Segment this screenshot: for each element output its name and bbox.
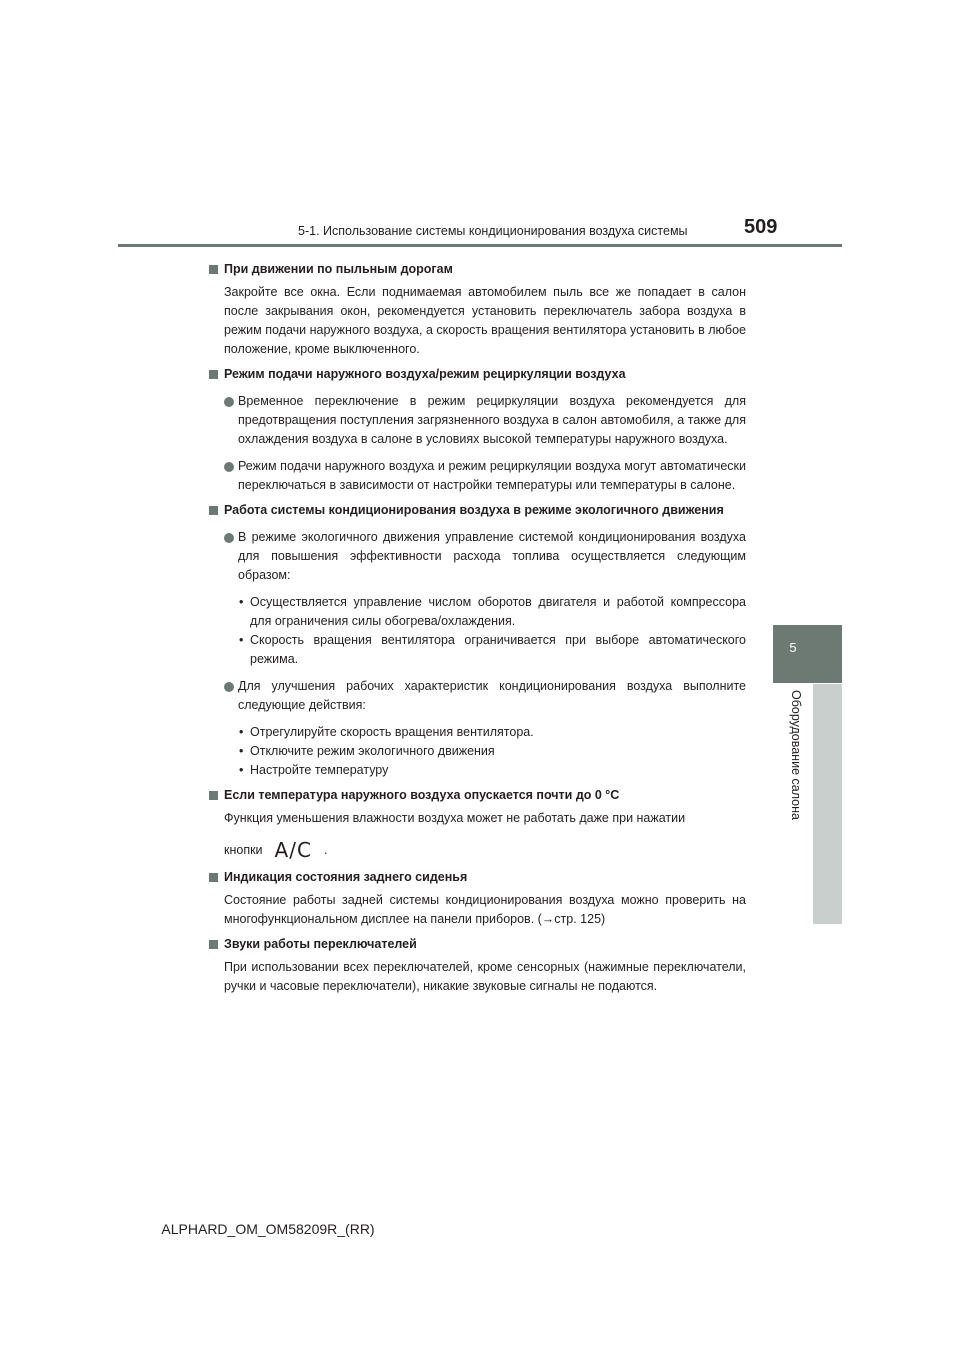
- section-heading: При движении по пыльным дорогам: [208, 260, 746, 279]
- button-word: кнопки: [224, 842, 263, 857]
- section-heading: Работа системы кондиционирования воздуха в режиме экологичного движения: [208, 501, 746, 520]
- section-dusty: [208, 260, 746, 359]
- sub-list-item: • Отключите режим экологичного движения: [239, 744, 495, 758]
- ac-button-icon: A/C: [274, 837, 312, 862]
- circle-bullet-icon: [224, 682, 234, 692]
- page-content: [208, 254, 746, 996]
- section-heading: Звуки работы переключателей: [208, 935, 746, 954]
- section-heading: Если температура наружного воздуха опускается почти до 0 °C: [208, 786, 746, 805]
- list-item: Временное переключение в режим рециркуляции воздуха рекомендуется для предотвращения поступления загрязненного воздуха в салон автомобиля, а также для охлаждения воздуха в салоне в условиях высокой температуры наружного воздуха.: [208, 392, 746, 449]
- sentence-end: .: [323, 842, 328, 857]
- section-text: Функция уменьшения влажности воздуха может не работать даже при нажатии: [224, 811, 686, 825]
- square-bullet-icon: [209, 506, 218, 515]
- section-rear-seat: [208, 868, 746, 929]
- circle-bullet-icon: [224, 462, 234, 472]
- sub-list-item: • Отрегулируйте скорость вращения вентилятора.: [239, 725, 534, 739]
- page-number: 509: [744, 216, 778, 238]
- header-divider: [118, 244, 842, 247]
- section-text: Закройте все окна. Если поднимаемая автомобилем пыль все же попадает в салон после закрывания окон, рекомендуется установить переключатель забора воздуха в режим подачи наружного воздуха, а скорость вращения вентилятора установить в любое положение, кроме выключенного.: [224, 285, 746, 356]
- chapter-tab-number: 5: [789, 640, 797, 655]
- sub-list: [208, 593, 746, 669]
- sub-list-item: • Настройте температуру: [239, 763, 389, 777]
- square-bullet-icon: [209, 940, 218, 949]
- section-eco: [208, 501, 746, 780]
- sub-list: [208, 723, 746, 780]
- document-id: ALPHARD_OM_OM58209R_(RR): [161, 1221, 375, 1237]
- section-heading: Индикация состояния заднего сиденья: [208, 868, 746, 887]
- section-text: При использовании всех переключателей, кроме сенсорных (нажимные переключатели, ручки и часовые переключатели), никакие звуковые сигналы не подаются.: [224, 960, 746, 993]
- section-heading: Режим подачи наружного воздуха/режим рециркуляции воздуха: [208, 365, 746, 384]
- ac-button-line: [208, 838, 746, 862]
- section-sounds: [208, 935, 746, 996]
- page-header: [0, 0, 960, 250]
- square-bullet-icon: [209, 265, 218, 274]
- sub-list-item: • Скорость вращения вентилятора ограничивается при выборе автоматического режима.: [239, 633, 746, 666]
- circle-bullet-icon: [224, 397, 234, 407]
- section-modes: [208, 365, 746, 495]
- square-bullet-icon: [209, 370, 218, 379]
- chapter-tab-strip: [813, 684, 842, 924]
- list-item: Режим подачи наружного воздуха и режим рециркуляции воздуха могут автоматически переключаться в зависимости от настройки температуры или температуры в салоне.: [208, 457, 746, 495]
- section-cold: [208, 786, 746, 862]
- circle-bullet-icon: [224, 533, 234, 543]
- sub-list-item: • Осуществляется управление числом оборотов двигателя и работой компрессора для ограничения силы обогрева/охлаждения.: [239, 595, 746, 628]
- section-text: Состояние работы задней системы кондиционирования воздуха можно проверить на многофункциональном дисплее на панели приборов. (→стр. 125): [224, 893, 746, 926]
- list-item: Для улучшения рабочих характеристик кондиционирования воздуха выполните следующие действия:: [208, 677, 746, 715]
- chapter-tab-label-box: [781, 690, 809, 840]
- square-bullet-icon: [209, 791, 218, 800]
- square-bullet-icon: [209, 873, 218, 882]
- chapter-tab-label: Оборудование салона: [789, 690, 803, 820]
- chapter-title: 5-1. Использование системы кондиционирования воздуха системы: [298, 224, 688, 238]
- list-item: В режиме экологичного движения управление системой кондиционирования воздуха для повышения эффективности расхода топлива осуществляется следующим образом:: [208, 528, 746, 585]
